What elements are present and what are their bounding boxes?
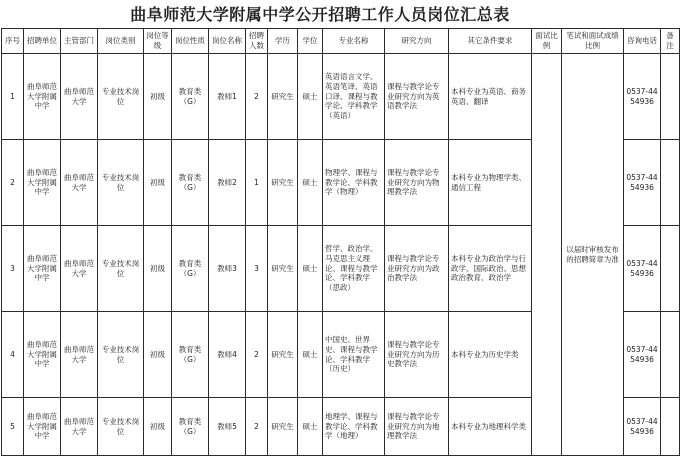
- cell-level: 初级: [144, 226, 172, 312]
- cell-other: 本科专业为英语、商务英语、翻译: [449, 54, 532, 140]
- cell-education: 研究生: [268, 140, 298, 226]
- cell-dept: 曲阜师范大学: [61, 398, 98, 456]
- header-dept: 主管部门: [61, 29, 98, 54]
- header-education: 学历: [268, 29, 298, 54]
- cell-count: 2: [246, 398, 268, 456]
- cell-category: 专业技术岗位: [98, 226, 144, 312]
- cell-nature: 教育类（G）: [172, 226, 209, 312]
- cell-name: 教师3: [209, 226, 246, 312]
- cell-remark: [661, 226, 680, 312]
- cell-unit: 曲阜师范大学附属中学: [24, 398, 61, 456]
- cell-name: 教师2: [209, 140, 246, 226]
- cell-phone: 0537-4454936: [624, 54, 661, 140]
- header-interview-ratio: 面试比例: [532, 29, 562, 54]
- cell-degree: 硕士: [298, 226, 323, 312]
- cell-remark: [661, 54, 680, 140]
- cell-level: 初级: [144, 312, 172, 398]
- cell-major: 哲学、政治学、马克思主义理论、课程与教学论、学科教学（思政）: [323, 226, 385, 312]
- cell-direction: 课程与教学论专业研究方向为英语教学法: [385, 54, 449, 140]
- cell-major: 英语语言文学、英语笔译、英语口译、课程与教学论、学科教学（英语）: [323, 54, 385, 140]
- cell-education: 研究生: [268, 54, 298, 140]
- header-phone: 咨询电话: [624, 29, 661, 54]
- header-count: 招聘人数: [246, 29, 268, 54]
- header-seq: 序号: [2, 29, 24, 54]
- cell-unit: 曲阜师范大学附属中学: [24, 54, 61, 140]
- cell-major: 地理学、课程与教学论、学科教学（地理）: [323, 398, 385, 456]
- cell-dept: 曲阜师范大学: [61, 226, 98, 312]
- cell-seq: 3: [2, 226, 24, 312]
- page-title: 曲阜师范大学附属中学公开招聘工作人员岗位汇总表: [130, 5, 510, 24]
- header-direction: 研究方向: [385, 29, 449, 54]
- cell-name: 教师4: [209, 312, 246, 398]
- cell-phone: 0537-4454936: [624, 312, 661, 398]
- cell-education: 研究生: [268, 226, 298, 312]
- cell-unit: 曲阜师范大学附属中学: [24, 312, 61, 398]
- cell-nature: 教育类（G）: [172, 54, 209, 140]
- cell-education: 研究生: [268, 398, 298, 456]
- header-remark: 备注: [661, 29, 680, 54]
- cell-other: 本科专业为物理学类、通信工程: [449, 140, 532, 226]
- cell-count: 3: [246, 226, 268, 312]
- cell-other: 本科专业为历史学类: [449, 312, 532, 398]
- cell-interview-ratio-merged: [532, 54, 562, 456]
- cell-other: 本科专业为地理科学类: [449, 398, 532, 456]
- header-category: 岗位类别: [98, 29, 144, 54]
- cell-name: 教师5: [209, 398, 246, 456]
- header-nature: 岗位性质: [172, 29, 209, 54]
- cell-count: 2: [246, 312, 268, 398]
- cell-direction: 课程与教学论专业研究方向为地理教学法: [385, 398, 449, 456]
- cell-seq: 1: [2, 54, 24, 140]
- cell-remark: [661, 312, 680, 398]
- cell-unit: 曲阜师范大学附属中学: [24, 226, 61, 312]
- header-name: 岗位名称: [209, 29, 246, 54]
- cell-degree: 硕士: [298, 140, 323, 226]
- cell-direction: 课程与教学论专业研究方向为历史教学法: [385, 312, 449, 398]
- cell-major: 中国史、世界史、课程与教学论、学科教学（历史）: [323, 312, 385, 398]
- cell-nature: 教育类（G）: [172, 312, 209, 398]
- header-score-ratio: 笔试和面试成绩比例: [562, 29, 624, 54]
- cell-score-ratio-merged: 以届时审核发布的招聘简章为准: [562, 54, 624, 456]
- cell-level: 初级: [144, 398, 172, 456]
- job-table: [1, 28, 680, 456]
- cell-other: 本科专业为政治学与行政学、国际政治、思想政治教育、政治学: [449, 226, 532, 312]
- cell-count: 2: [246, 54, 268, 140]
- cell-phone: 0537-4454936: [624, 226, 661, 312]
- header-unit: 招聘单位: [24, 29, 61, 54]
- cell-seq: 4: [2, 312, 24, 398]
- cell-category: 专业技术岗位: [98, 398, 144, 456]
- cell-level: 初级: [144, 54, 172, 140]
- cell-direction: 课程与教学论专业研究方向为政治教学法: [385, 226, 449, 312]
- cell-degree: 硕士: [298, 312, 323, 398]
- cell-category: 专业技术岗位: [98, 140, 144, 226]
- cell-level: 初级: [144, 140, 172, 226]
- cell-nature: 教育类（G）: [172, 398, 209, 456]
- cell-phone: 0537-4454936: [624, 140, 661, 226]
- table-row: [2, 54, 680, 140]
- header-level: 岗位等级: [144, 29, 172, 54]
- cell-category: 专业技术岗位: [98, 312, 144, 398]
- cell-name: 教师1: [209, 54, 246, 140]
- cell-count: 1: [246, 140, 268, 226]
- cell-phone: 0537-4454936: [624, 398, 661, 456]
- cell-remark: [661, 140, 680, 226]
- cell-degree: 硕士: [298, 54, 323, 140]
- cell-dept: 曲阜师范大学: [61, 312, 98, 398]
- cell-direction: 课程与教学论专业研究方向为物理教学法: [385, 140, 449, 226]
- cell-major: 物理学、课程与教学论、学科教学（物理）: [323, 140, 385, 226]
- cell-dept: 曲阜师范大学: [61, 140, 98, 226]
- cell-degree: 硕士: [298, 398, 323, 456]
- header-other: 其它条件要求: [449, 29, 532, 54]
- cell-category: 专业技术岗位: [98, 54, 144, 140]
- cell-dept: 曲阜师范大学: [61, 54, 98, 140]
- cell-remark: [661, 398, 680, 456]
- cell-unit: 曲阜师范大学附属中学: [24, 140, 61, 226]
- header-degree: 学位: [298, 29, 323, 54]
- header-major: 专业名称: [323, 29, 385, 54]
- header-row: [2, 29, 680, 54]
- cell-seq: 2: [2, 140, 24, 226]
- cell-nature: 教育类（G）: [172, 140, 209, 226]
- cell-seq: 5: [2, 398, 24, 456]
- cell-education: 研究生: [268, 312, 298, 398]
